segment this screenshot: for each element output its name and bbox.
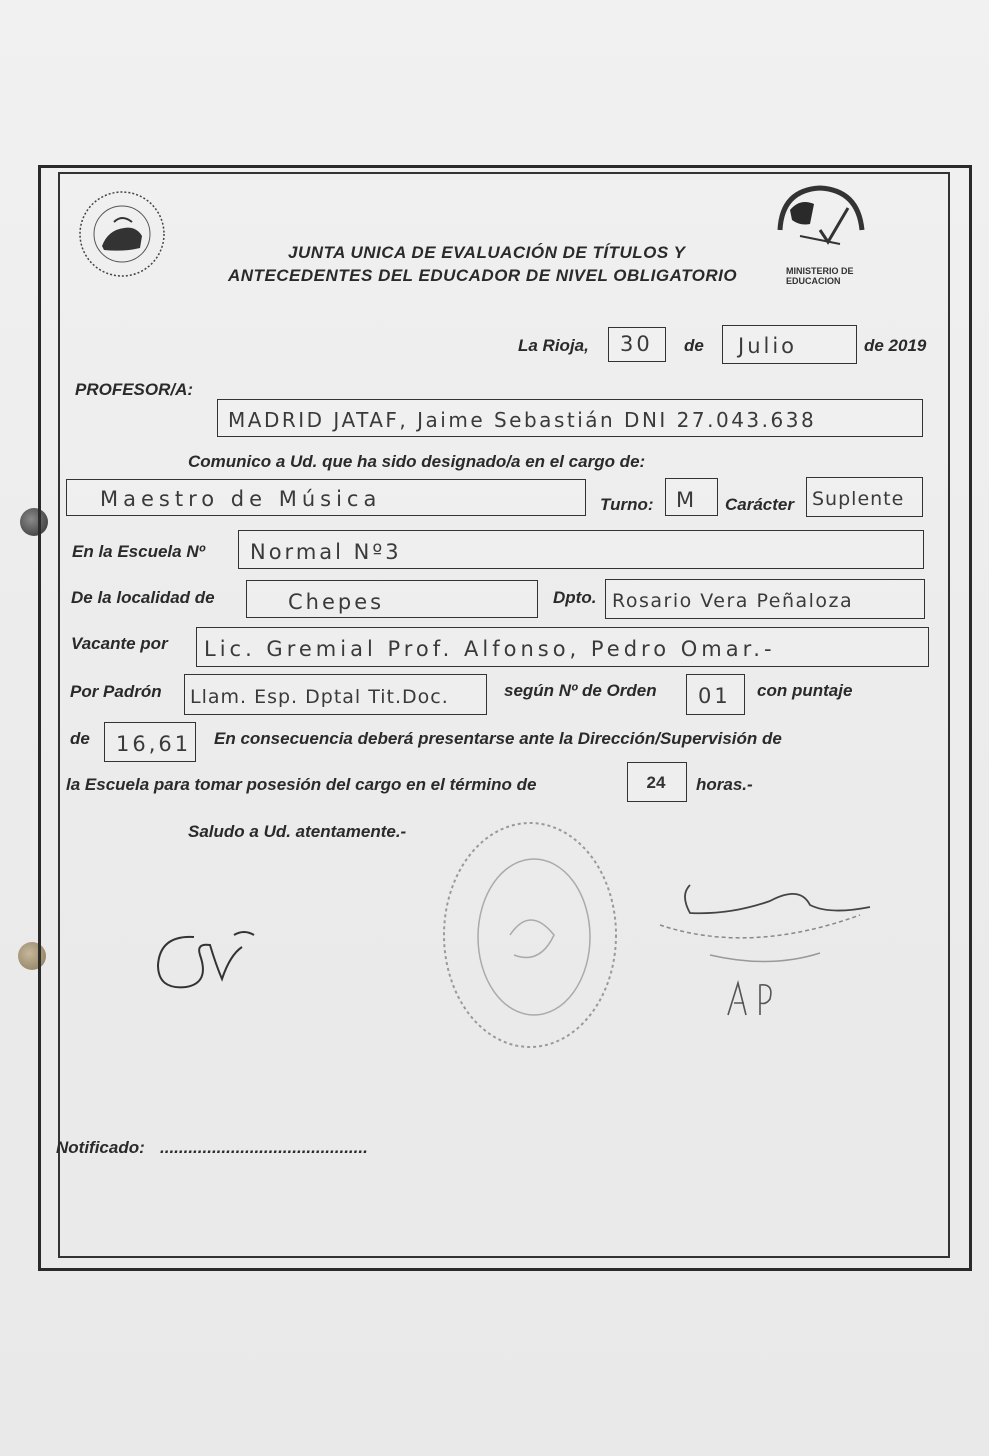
dpto-label: Dpto. [553,588,597,607]
month-value: Julio [738,334,798,358]
escuela-label: En la Escuela Nº [72,542,205,561]
localidad-value: Chepes [288,590,385,614]
year-label: de 2019 [864,336,927,355]
orden-value: 01 [698,684,731,708]
turno-value: M [676,488,698,512]
hours-label: horas.- [696,775,753,794]
orden-label: según Nº de Orden [504,681,657,700]
comunico-label: Comunico a Ud. que ha sido designado/a en el cargo de: [188,452,646,471]
profesor-value: MADRID JATAF, Jaime Sebastián DNI 27.043.638 [228,408,817,432]
header-line-2: ANTECEDENTES DEL EDUCADOR DE NIVEL OBLIGATORIO [228,266,738,285]
cargo-value: Maestro de Música [100,487,382,511]
hours-value: 24 [646,773,666,792]
day-value: 30 [620,332,653,356]
padron-label: Por Padrón [70,682,162,701]
profesor-label: PROFESOR/A: [75,380,194,399]
localidad-label: De la localidad de [71,588,215,607]
padron-value: Llam. Esp. Dptal Tit.Doc. [190,686,449,708]
notificado-dots: ............................................ [160,1138,368,1157]
junta-seal-logo [74,186,170,282]
escuela-value: Normal Nº3 [250,540,402,564]
ministry-caption: MINISTERIO DE EDUCACION [786,266,854,286]
consecuencia-text: En consecuencia deberá presentarse ante la Dirección/Supervisión de [214,729,782,748]
header-line-1: JUNTA UNICA DE EVALUACIÓN DE TÍTULOS Y [288,243,686,262]
de-label: de [684,336,704,355]
puntaje-value: 16,61 [116,732,192,756]
notificado-label: Notificado: [56,1138,145,1157]
place-label: La Rioja, [518,336,589,355]
vacante-label: Vacante por [71,634,168,653]
caracter-label: Carácter [725,495,794,514]
de-puntaje-label: de [70,729,90,748]
dpto-value: Rosario Vera Peñaloza [612,590,854,612]
caracter-value: Suplente [812,488,905,510]
turno-label: Turno: [600,495,654,514]
vacante-value: Lic. Gremial Prof. Alfonso, Pedro Omar.- [204,637,776,661]
puntaje-label: con puntaje [757,681,853,700]
official-signature [650,865,880,1035]
official-stamp [430,815,630,1055]
notified-signature [150,915,280,1005]
plazo-text: la Escuela para tomar posesión del cargo en el término de [66,775,537,794]
saludo-text: Saludo a Ud. atentamente.- [188,822,407,841]
ministry-logo [770,180,870,268]
